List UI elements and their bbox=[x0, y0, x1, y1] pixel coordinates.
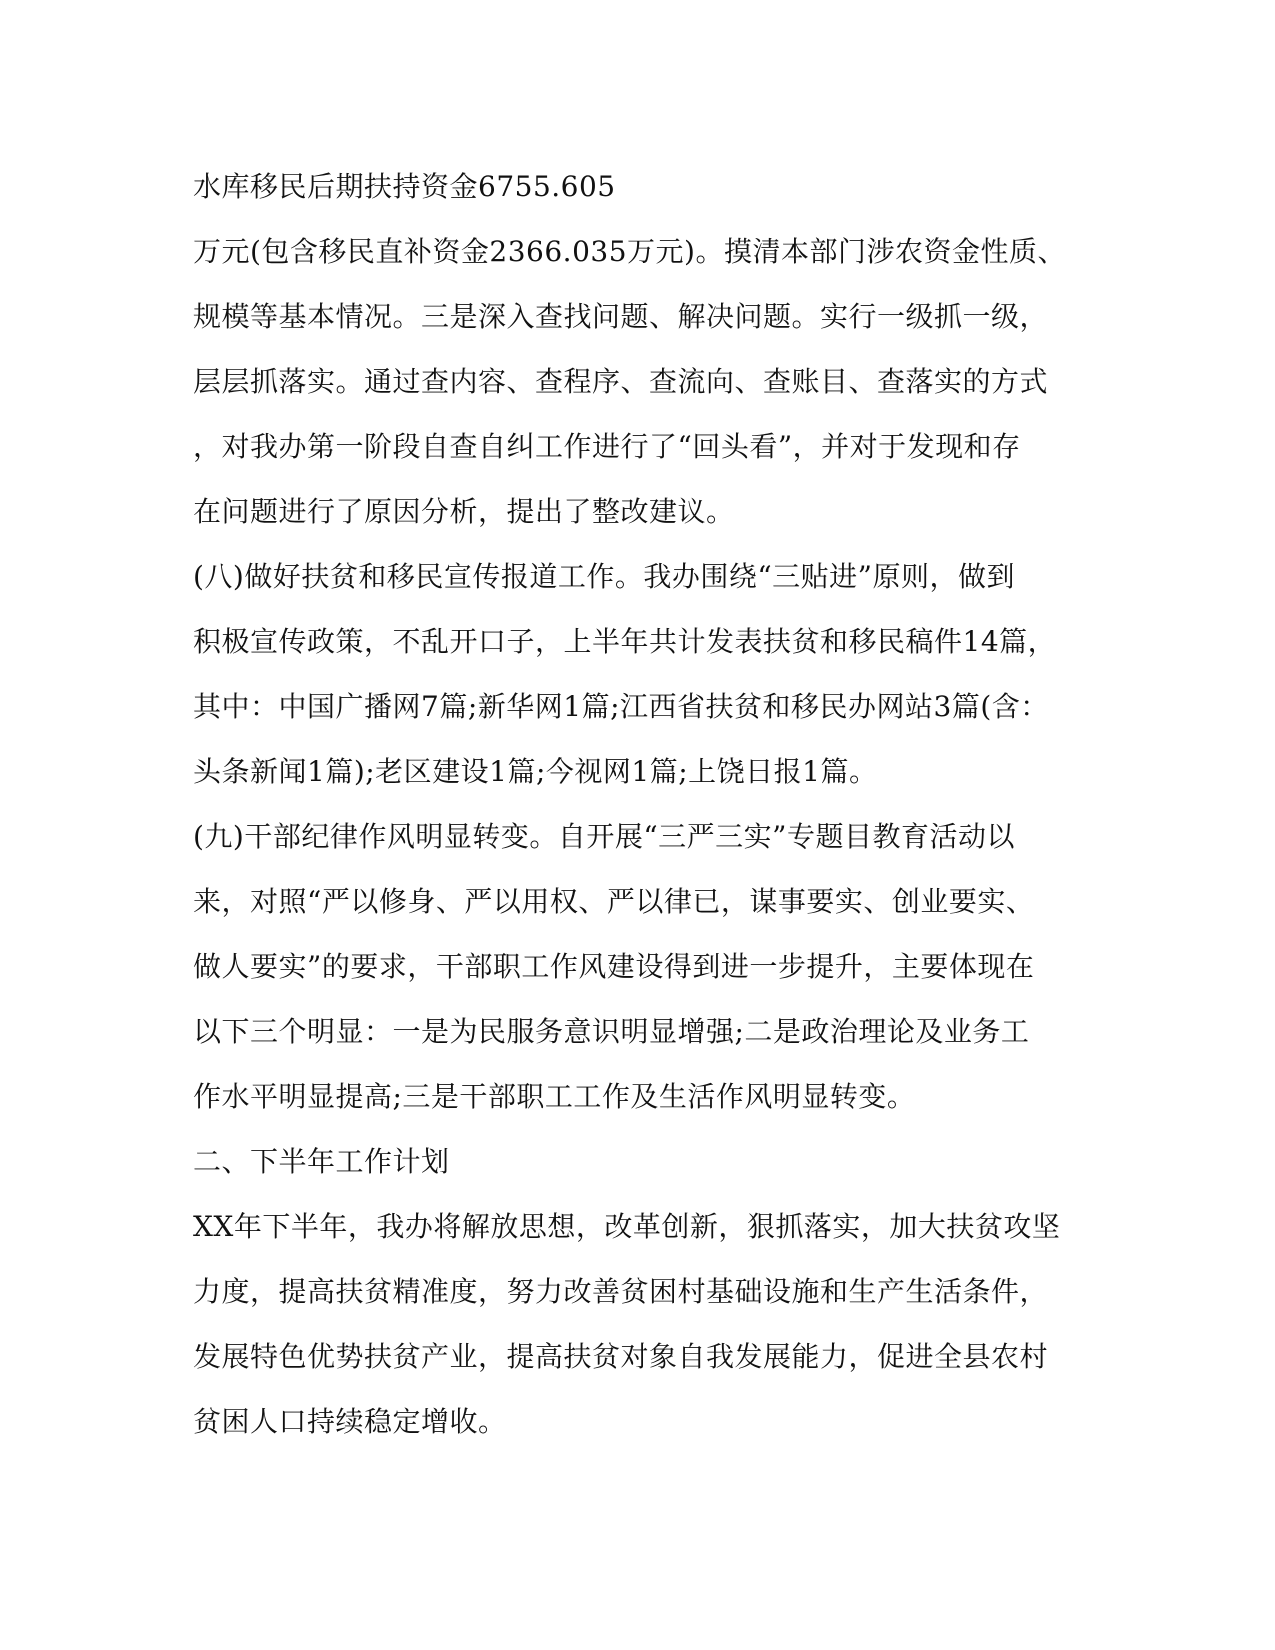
text-line: 以下三个明显：一是为民服务意识明显增强;二是政治理论及业务工 bbox=[193, 1015, 1030, 1048]
text-line: 积极宣传政策，不乱开口子，上半年共计发表扶贫和移民稿件14篇， bbox=[193, 625, 1057, 658]
text-line: 万元(包含移民直补资金2366.035万元)。摸清本部门涉农资金性质、 bbox=[193, 235, 1066, 268]
section-title-plan: 二、下半年工作计划 bbox=[193, 1145, 450, 1178]
text-line: 发展特色优势扶贫产业，提高扶贫对象自我发展能力，促进全县农村 bbox=[193, 1340, 1049, 1373]
text-line: 层层抓落实。通过查内容、查程序、查流向、查账目、查落实的方式 bbox=[193, 365, 1049, 398]
text-line: ，对我办第一阶段自查自纠工作进行了“回头看”，并对于发现和存 bbox=[193, 430, 1021, 463]
text-line: 头条新闻1篇);老区建设1篇;今视网1篇;上饶日报1篇。 bbox=[193, 755, 878, 788]
document-body bbox=[193, 167, 1073, 1467]
text-line: 贫困人口持续稳定增收。 bbox=[193, 1405, 507, 1438]
text-line: 来，对照“严以修身、严以用权、严以律已，谋事要实、创业要实、 bbox=[193, 885, 1035, 918]
text-line: 做人要实”的要求，干部职工作风建设得到进一步提升，主要体现在 bbox=[193, 950, 1035, 983]
text-line: 在问题进行了原因分析，提出了整改建议。 bbox=[193, 495, 735, 528]
section-heading-8: (八)做好扶贫和移民宣传报道工作。我办围绕“三贴进”原则，做到 bbox=[193, 560, 1015, 593]
text-line: 其中：中国广播网7篇;新华网1篇;江西省扶贫和移民办网站3篇(含： bbox=[193, 690, 1049, 723]
text-line: 力度，提高扶贫精准度，努力改善贫困村基础设施和生产生活条件， bbox=[193, 1275, 1049, 1308]
text-line: 水库移民后期扶持资金6755.605 bbox=[193, 170, 616, 203]
text-line: 作水平明显提高;三是干部职工工作及生活作风明显转变。 bbox=[193, 1080, 916, 1113]
text-line: 规模等基本情况。三是深入查找问题、解决问题。实行一级抓一级， bbox=[193, 300, 1049, 333]
text-line: XX年下半年，我办将解放思想，改革创新，狠抓落实，加大扶贫攻坚 bbox=[193, 1210, 1061, 1243]
section-heading-9: (九)干部纪律作风明显转变。自开展“三严三实”专题目教育活动以 bbox=[193, 820, 1015, 853]
